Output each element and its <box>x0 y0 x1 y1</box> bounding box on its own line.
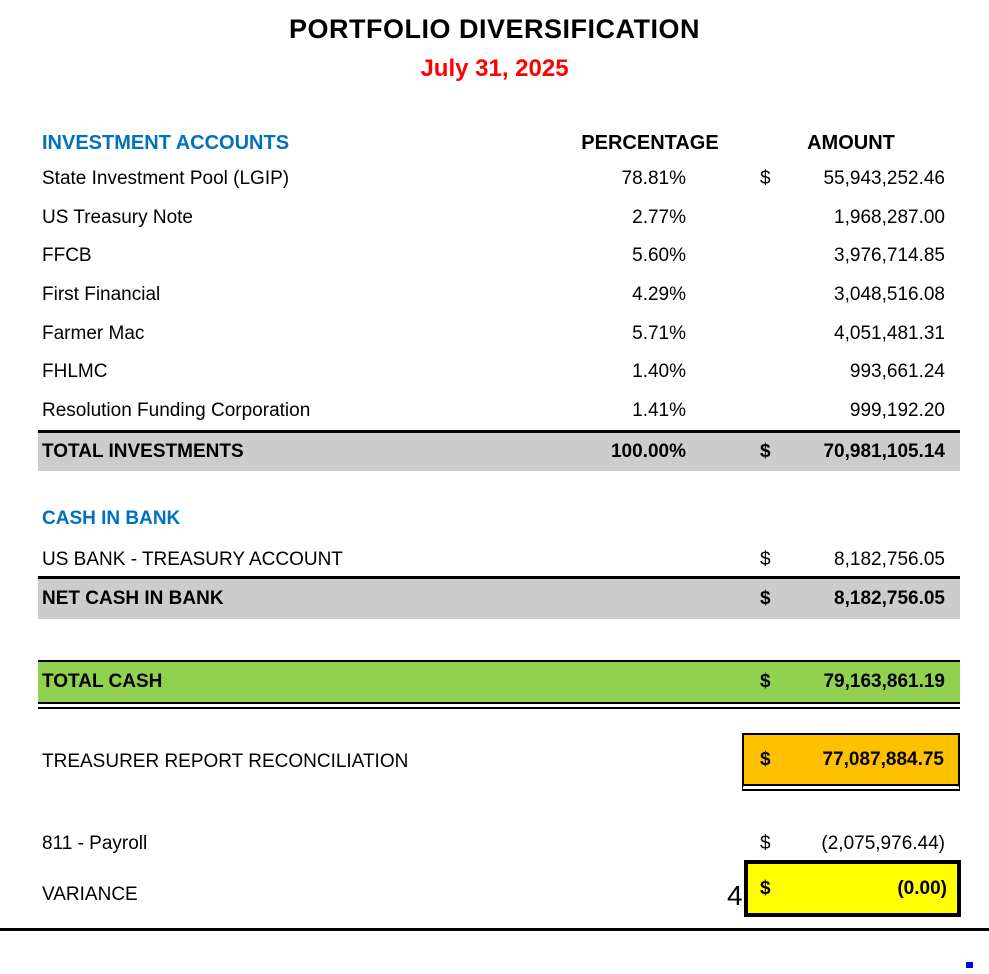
us-bank-amount: 8,182,756.05 <box>834 548 945 570</box>
table-row <box>38 276 960 315</box>
account-name: US Treasury Note <box>42 206 193 228</box>
reconciliation-amount: 77,087,884.75 <box>822 748 944 770</box>
account-name: FHLMC <box>42 361 108 383</box>
account-percentage: 1.40% <box>632 361 686 383</box>
total-investments-amount: 70,981,105.14 <box>823 441 945 463</box>
net-cash-in-bank-row <box>38 579 960 619</box>
cash-in-bank-header: CASH IN BANK <box>42 508 181 529</box>
table-row <box>38 237 960 276</box>
table-row <box>38 353 960 392</box>
page-title: PORTFOLIO DIVERSIFICATION <box>288 14 700 44</box>
table-row <box>38 392 960 431</box>
account-percentage: 4.29% <box>632 284 686 306</box>
total-investments-row <box>38 430 960 471</box>
payroll-amount: (2,075,976.44) <box>821 833 945 854</box>
variance-amount-cell <box>744 860 961 917</box>
currency-symbol: $ <box>760 441 771 463</box>
account-name: First Financial <box>42 284 161 306</box>
total-investments-label: TOTAL INVESTMENTS <box>42 441 244 463</box>
us-bank-label: US BANK - TREASURY ACCOUNT <box>42 548 343 570</box>
account-amount: 999,192.20 <box>849 399 945 421</box>
variance-label: VARIANCE <box>42 884 138 905</box>
header-amount: AMOUNT <box>807 131 895 154</box>
account-amount: 3,048,516.08 <box>834 284 945 306</box>
account-name: State Investment Pool (LGIP) <box>42 168 290 190</box>
currency-symbol: $ <box>760 877 771 899</box>
currency-symbol: $ <box>760 588 771 609</box>
us-bank-treasury-row <box>38 543 960 579</box>
header-percentage: PERCENTAGE <box>581 131 719 154</box>
payroll-row <box>38 830 960 858</box>
total-investments-percentage: 100.00% <box>610 441 686 463</box>
variance-amount: (0.00) <box>897 877 947 899</box>
treasurer-reconciliation-label: TREASURER REPORT RECONCILIATION <box>42 751 409 772</box>
investment-accounts-table <box>38 126 960 471</box>
total-cash-amount: 79,163,861.19 <box>823 671 945 692</box>
total-cash-label: TOTAL CASH <box>42 671 163 692</box>
total-cash-row <box>38 660 960 709</box>
header-investment-accounts: INVESTMENT ACCOUNTS <box>42 131 290 154</box>
account-percentage: 1.41% <box>632 399 686 421</box>
net-cash-amount: 8,182,756.05 <box>834 588 945 609</box>
account-name: Resolution Funding Corporation <box>42 399 311 421</box>
account-percentage: 78.81% <box>621 168 686 190</box>
account-percentage: 5.60% <box>632 245 686 267</box>
table-row <box>38 314 960 353</box>
account-name: Farmer Mac <box>42 322 145 344</box>
account-amount: 55,943,252.46 <box>823 168 945 190</box>
account-percentage: 5.71% <box>632 322 686 344</box>
table-row <box>38 199 960 238</box>
account-name: FFCB <box>42 245 92 267</box>
payroll-label: 811 - Payroll <box>42 833 148 854</box>
account-amount: 1,968,287.00 <box>834 206 945 228</box>
investment-table-header <box>38 126 960 160</box>
currency-symbol: $ <box>760 748 771 770</box>
treasurer-reconciliation-amount-cell <box>742 733 960 791</box>
account-amount: 993,661.24 <box>849 361 945 383</box>
page-number-artifact: 4 <box>727 880 743 911</box>
currency-symbol: $ <box>760 168 771 190</box>
currency-symbol: $ <box>760 671 771 692</box>
currency-symbol: $ <box>760 833 771 854</box>
currency-symbol: $ <box>760 548 771 570</box>
account-percentage: 2.77% <box>632 206 686 228</box>
table-row <box>38 160 960 199</box>
blue-dot-artifact <box>966 962 973 968</box>
report-date: July 31, 2025 <box>420 55 569 82</box>
account-amount: 3,976,714.85 <box>834 245 945 267</box>
net-cash-label: NET CASH IN BANK <box>42 588 224 609</box>
account-amount: 4,051,481.31 <box>834 322 945 344</box>
bottom-divider <box>0 928 989 931</box>
